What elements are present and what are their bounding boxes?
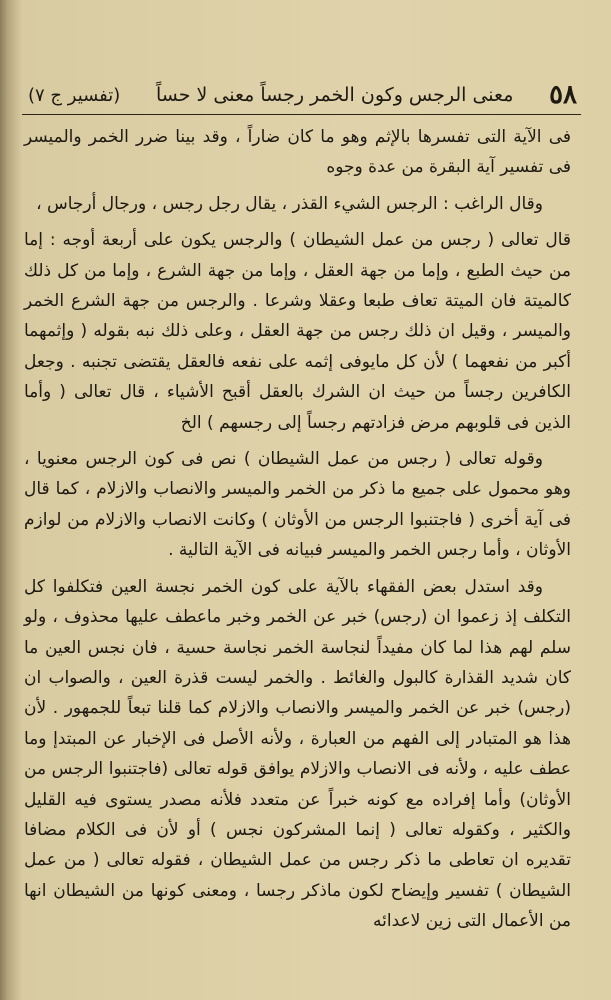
paragraph-4: وقوله تعالى ( رجس من عمل الشيطان ) نص فى كون الرجس معنويا ، وهو محمول على جميع ما ذكر من الخمر والميسر والانصاب والازلام ، كما قال فى آية أخرى ( فاجتنبوا الرجس من الأوثان ) وكانت الانصاب والازلام من لوازم الأوثان ، وأما رجس الخمر والميسر فبيانه فى الآية التالية . bbox=[24, 449, 571, 561]
page-body bbox=[24, 122, 571, 937]
header-rule bbox=[22, 114, 581, 115]
paragraph-3: قال تعالى ( رجس من عمل الشيطان ) والرجس يكون على أربعة أوجه : إما من حيث الطبع ، وإما من جهة العقل ، وإما من جهة الشرع ، وإما من كل ذلك كالميتة فان الميتة تعاف طبعا وعقلا وشرعا . والرجس من جهة الشرع الخمر والميسر ، وقيل ان ذلك رجس من جهة العقل ، وعلى ذلك نبه بقوله ( وإثمهما أكبر من نفعهما ) لأن كل مايوفى إثمه على نفعه فالعقل يقتضى تجنبه . وجعل الكافرين رجساً من حيث ان الشرك بالعقل أقبح الأشياء ، قال تعالى ( وأما الذين فى قلوبهم مرض فزادتهم رجساً إلى رجسهم ) الخ bbox=[24, 230, 571, 433]
paragraph-1: فى الآية التى تفسرها بالإثم وهو ما كان ضاراً ، وقد بينا ضرر الخمر والميسر فى تفسير آية البقرة من عدة وجوه bbox=[24, 127, 571, 178]
page-header bbox=[28, 78, 577, 112]
page-number: ٥٨ bbox=[549, 80, 577, 110]
paragraph-5: وقد استدل بعض الفقهاء بالآية على كون الخمر نجسة العين فتكلفوا كل التكلف إذ زعموا ان (رجس) خبر عن الخمر وخبر ماعطف عليها محذوف ، ولو سلم لهم هذا لما كان مفيداً لنجاسة الخمر نجاسة حسية ، فان نجس العين ما كان شديد القذارة كالبول والغائط . والخمر ليست قذرة العين ، والصواب ان (رجس) خبر عن الخمر والميسر والانصاب والازلام كما قلنا تبعاً للجمهور . لأن هذا هو المتبادر إلى الفهم من العبارة ، ولأنه الأصل فى الإخبار عن المبتدإ وما عطف عليه ، ولأنه فى الانصاب والازلام يوافق قوله تعالى (فاجتنبوا الرجس من الأوثان) وأما إفراده مع كونه خبراً عن متعدد فلأنه مصدر يستوى فيه القليل والكثير ، وكقوله تعالى ( إنما المشركون نجس ) أو لأن فى الكلام مضافا تقديره ان تعاطى ما ذكر رجس من عمل الشيطان ، فقوله تعالى ( من عمل الشيطان ) تفسير وإيضاح لكون ماذكر رجسا ، ومعنى كونها من الشيطان انها من الأعمال التى زين لاعدائه bbox=[24, 576, 571, 932]
paragraph-2: وقال الراغب : الرجس الشيء القذر ، يقال رجل رجس ، ورجال أرجاس ، bbox=[36, 193, 543, 214]
section-label: (تفسير ج ٧) bbox=[28, 84, 121, 106]
running-title: معنى الرجس وكون الخمر رجساً معنى لا حساً bbox=[155, 84, 514, 106]
